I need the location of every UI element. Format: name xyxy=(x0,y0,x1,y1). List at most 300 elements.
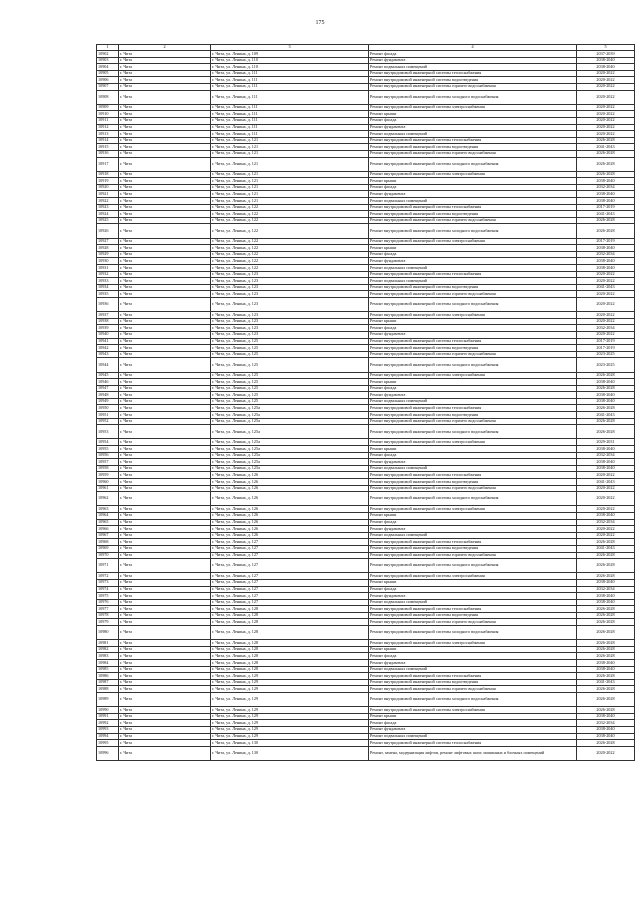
address-cell: г. Чита, ул. Ленина, д. 128 xyxy=(211,653,369,660)
row-id-cell: 10970 xyxy=(97,552,119,559)
work-type-cell: Ремонт подвальных помещений xyxy=(369,398,577,405)
years-cell: 2041-2043 xyxy=(577,144,635,151)
table-row xyxy=(97,385,635,392)
work-type-cell: Ремонт внутридомовой инженерной системы горячего водоснабжения xyxy=(369,351,577,358)
address-cell: г. Чита, ул. Ленина, д. 125 xyxy=(211,338,369,345)
table-row xyxy=(97,64,635,71)
address-cell: г. Чита, ул. Ленина, д. 110 xyxy=(211,57,369,64)
city-cell: г. Чита xyxy=(119,278,211,285)
table-row xyxy=(97,379,635,386)
row-id-cell: 10909 xyxy=(97,104,119,111)
work-type-cell: Ремонт внутридомовой инженерной системы холодного водоснабжения xyxy=(369,559,577,573)
years-cell: 2026-2028 xyxy=(577,224,635,238)
years-cell: 2026-2028 xyxy=(577,573,635,580)
city-cell: г. Чита xyxy=(119,318,211,325)
years-cell: 2041-2043 xyxy=(577,284,635,291)
address-cell: г. Чита, ул. Ленина, д. 122 xyxy=(211,245,369,252)
years-cell: 2020-2022 xyxy=(577,278,635,285)
table-row xyxy=(97,539,635,546)
work-type-cell: Ремонт фасада xyxy=(369,452,577,459)
years-cell: 2020-2022 xyxy=(577,318,635,325)
years-cell: 2038-2040 xyxy=(577,258,635,265)
address-cell: г. Чита, ул. Ленина, д. 121 xyxy=(211,191,369,198)
work-type-cell: Ремонт внутридомовой инженерной системы теплоснабжения xyxy=(369,539,577,546)
row-id-cell: 10969 xyxy=(97,545,119,552)
city-cell: г. Чита xyxy=(119,385,211,392)
table-row xyxy=(97,331,635,338)
address-cell: г. Чита, ул. Ленина, д. 125 xyxy=(211,398,369,405)
table-row xyxy=(97,104,635,111)
row-id-cell: 10922 xyxy=(97,198,119,205)
table-row xyxy=(97,492,635,506)
address-cell: г. Чита, ул. Ленина, д. 128 xyxy=(211,646,369,653)
city-cell: г. Чита xyxy=(119,559,211,573)
row-id-cell: 10941 xyxy=(97,338,119,345)
years-cell: 2038-2040 xyxy=(577,398,635,405)
work-type-cell: Ремонт крыши xyxy=(369,111,577,118)
years-cell: 2038-2040 xyxy=(577,57,635,64)
address-cell: г. Чита, ул. Ленина, д. 130 xyxy=(211,746,369,760)
years-cell: 2038-2040 xyxy=(577,265,635,272)
row-id-cell: 10961 xyxy=(97,485,119,492)
row-id-cell: 10971 xyxy=(97,559,119,573)
years-cell: 2026-2028 xyxy=(577,686,635,693)
years-cell: 2038-2040 xyxy=(577,512,635,519)
row-id-cell: 10950 xyxy=(97,405,119,412)
years-cell: 2026-2028 xyxy=(577,646,635,653)
row-id-cell: 10936 xyxy=(97,297,119,311)
table-row xyxy=(97,325,635,332)
city-cell: г. Чита xyxy=(119,405,211,412)
years-cell: 2020-2022 xyxy=(577,70,635,77)
years-cell: 2020-2022 xyxy=(577,271,635,278)
address-cell: г. Чита, ул. Ленина, д. 129 xyxy=(211,726,369,733)
table-row xyxy=(97,405,635,412)
work-type-cell: Ремонт фасада xyxy=(369,385,577,392)
city-cell: г. Чита xyxy=(119,412,211,419)
city-cell: г. Чита xyxy=(119,713,211,720)
city-cell: г. Чита xyxy=(119,660,211,667)
work-type-cell: Ремонт внутридомовой инженерной системы теплоснабжения xyxy=(369,606,577,613)
address-cell: г. Чита, ул. Ленина, д. 111 xyxy=(211,90,369,104)
work-type-cell: Ремонт внутридомовой инженерной системы холодного водоснабжения xyxy=(369,492,577,506)
years-cell: 2032-2034 xyxy=(577,325,635,332)
table-row xyxy=(97,559,635,573)
address-cell: г. Чита, ул. Ленина, д. 123 xyxy=(211,291,369,298)
address-cell: г. Чита, ул. Ленина, д. 123 xyxy=(211,297,369,311)
table-row xyxy=(97,626,635,640)
work-type-cell: Ремонт внутридомовой инженерной системы горячего водоснабжения xyxy=(369,291,577,298)
years-cell: 2026-2028 xyxy=(577,552,635,559)
city-cell: г. Чита xyxy=(119,104,211,111)
work-type-cell: Ремонт фундамента xyxy=(369,57,577,64)
years-cell: 2017-2019 xyxy=(577,204,635,211)
city-cell: г. Чита xyxy=(119,251,211,258)
city-cell: г. Чита xyxy=(119,666,211,673)
years-cell: 2020-2022 xyxy=(577,131,635,138)
row-id-cell: 10993 xyxy=(97,726,119,733)
address-cell: г. Чита, ул. Ленина, д. 125а xyxy=(211,459,369,466)
row-id-cell: 10953 xyxy=(97,425,119,439)
city-cell: г. Чита xyxy=(119,171,211,178)
city-cell: г. Чита xyxy=(119,178,211,185)
city-cell: г. Чита xyxy=(119,599,211,606)
row-id-cell: 10994 xyxy=(97,733,119,740)
row-id-cell: 10945 xyxy=(97,372,119,379)
years-cell: 2026-2028 xyxy=(577,559,635,573)
years-cell: 2038-2040 xyxy=(577,379,635,386)
years-cell: 2020-2022 xyxy=(577,331,635,338)
years-cell: 2020-2022 xyxy=(577,746,635,760)
years-cell: 2020-2022 xyxy=(577,312,635,319)
work-type-cell: Ремонт внутридомовой инженерной системы теплоснабжения xyxy=(369,673,577,680)
years-cell: 2026-2028 xyxy=(577,150,635,157)
years-cell: 2038-2040 xyxy=(577,599,635,606)
work-type-cell: Ремонт подвальных помещений xyxy=(369,465,577,472)
page-number: 175 xyxy=(315,20,325,26)
table-row xyxy=(97,157,635,171)
table-row xyxy=(97,726,635,733)
row-id-cell: 10907 xyxy=(97,83,119,90)
address-cell: г. Чита, ул. Ленина, д. 122 xyxy=(211,224,369,238)
city-cell: г. Чита xyxy=(119,465,211,472)
city-cell: г. Чита xyxy=(119,707,211,714)
row-id-cell: 10916 xyxy=(97,150,119,157)
years-cell: 2026-2028 xyxy=(577,606,635,613)
city-cell: г. Чита xyxy=(119,653,211,660)
row-id-cell: 10978 xyxy=(97,612,119,619)
city-cell: г. Чита xyxy=(119,720,211,727)
row-id-cell: 10933 xyxy=(97,278,119,285)
years-cell: 2020-2022 xyxy=(577,117,635,124)
address-cell: г. Чита, ул. Ленина, д. 126 xyxy=(211,532,369,539)
row-id-cell: 10948 xyxy=(97,392,119,399)
table-row xyxy=(97,191,635,198)
years-cell: 2020-2022 xyxy=(577,124,635,131)
years-cell: 2020-2022 xyxy=(577,506,635,513)
years-cell: 2026-2028 xyxy=(577,673,635,680)
address-cell: г. Чита, ул. Ленина, д. 125 xyxy=(211,345,369,352)
table-row xyxy=(97,131,635,138)
table-row xyxy=(97,372,635,379)
work-type-cell: Ремонт внутридомовой инженерной системы холодного водоснабжения xyxy=(369,157,577,171)
row-id-cell: 10992 xyxy=(97,720,119,727)
city-cell: г. Чита xyxy=(119,51,211,58)
row-id-cell: 10943 xyxy=(97,351,119,358)
city-cell: г. Чита xyxy=(119,312,211,319)
city-cell: г. Чита xyxy=(119,137,211,144)
years-cell: 2026-2028 xyxy=(577,157,635,171)
years-cell: 2038-2040 xyxy=(577,64,635,71)
years-cell: 2026-2028 xyxy=(577,372,635,379)
row-id-cell: 10926 xyxy=(97,224,119,238)
row-id-cell: 10915 xyxy=(97,144,119,151)
work-type-cell: Ремонт внутридомовой инженерной системы теплоснабжения xyxy=(369,271,577,278)
address-cell: г. Чита, ул. Ленина, д. 127 xyxy=(211,579,369,586)
city-cell: г. Чита xyxy=(119,117,211,124)
row-id-cell: 10956 xyxy=(97,452,119,459)
work-type-cell: Ремонт подвальных помещений xyxy=(369,131,577,138)
work-type-cell: Ремонт фундамента xyxy=(369,331,577,338)
row-id-cell: 10919 xyxy=(97,178,119,185)
work-type-cell: Ремонт внутридомовой инженерной системы горячего водоснабжения xyxy=(369,418,577,425)
row-id-cell: 10995 xyxy=(97,740,119,747)
work-type-cell: Ремонт внутридомовой инженерной системы водоотведения xyxy=(369,77,577,84)
address-cell: г. Чита, ул. Ленина, д. 125а xyxy=(211,439,369,446)
years-cell: 2026-2028 xyxy=(577,137,635,144)
address-cell: г. Чита, ул. Ленина, д. 126 xyxy=(211,472,369,479)
address-cell: г. Чита, ул. Ленина, д. 123 xyxy=(211,318,369,325)
work-type-cell: Ремонт подвальных помещений xyxy=(369,532,577,539)
city-cell: г. Чита xyxy=(119,733,211,740)
years-cell: 2032-2034 xyxy=(577,452,635,459)
work-type-cell: Ремонт внутридомовой инженерной системы электроснабжения xyxy=(369,506,577,513)
work-type-cell: Ремонт подвальных помещений xyxy=(369,265,577,272)
address-cell: г. Чита, ул. Ленина, д. 129 xyxy=(211,720,369,727)
city-cell: г. Чита xyxy=(119,111,211,118)
row-id-cell: 10986 xyxy=(97,673,119,680)
row-id-cell: 10931 xyxy=(97,265,119,272)
table-row xyxy=(97,472,635,479)
row-id-cell: 10946 xyxy=(97,379,119,386)
city-cell: г. Чита xyxy=(119,392,211,399)
years-cell: 2020-2022 xyxy=(577,291,635,298)
address-cell: г. Чита, ул. Ленина, д. 121 xyxy=(211,137,369,144)
row-id-cell: 10951 xyxy=(97,412,119,419)
row-id-cell: 10977 xyxy=(97,606,119,613)
address-cell: г. Чита, ул. Ленина, д. 126 xyxy=(211,479,369,486)
work-type-cell: Ремонт внутридомовой инженерной системы холодного водоснабжения xyxy=(369,358,577,372)
city-cell: г. Чита xyxy=(119,83,211,90)
address-cell: г. Чита, ул. Ленина, д. 126 xyxy=(211,485,369,492)
address-cell: г. Чита, ул. Ленина, д. 123 xyxy=(211,278,369,285)
work-type-cell: Ремонт внутридомовой инженерной системы водоотведения xyxy=(369,479,577,486)
work-type-cell: Ремонт внутридомовой инженерной системы горячего водоснабжения xyxy=(369,686,577,693)
address-cell: г. Чита, ул. Ленина, д. 125а xyxy=(211,446,369,453)
work-type-cell: Ремонт крыши xyxy=(369,579,577,586)
work-type-cell: Ремонт внутридомовой инженерной системы водоотведения xyxy=(369,284,577,291)
row-id-cell: 10987 xyxy=(97,679,119,686)
years-cell: 2038-2040 xyxy=(577,198,635,205)
table-row xyxy=(97,579,635,586)
work-type-cell: Ремонт внутридомовой инженерной системы электроснабжения xyxy=(369,573,577,580)
work-type-cell: Ремонт фасада xyxy=(369,586,577,593)
row-id-cell: 10914 xyxy=(97,137,119,144)
row-id-cell: 10930 xyxy=(97,258,119,265)
table-row xyxy=(97,586,635,593)
address-cell: г. Чита, ул. Ленина, д. 129 xyxy=(211,686,369,693)
table-row xyxy=(97,653,635,660)
years-cell: 2020-2022 xyxy=(577,532,635,539)
table-row xyxy=(97,412,635,419)
row-id-cell: 10903 xyxy=(97,57,119,64)
address-cell: г. Чита, ул. Ленина, д. 122 xyxy=(211,204,369,211)
row-id-cell: 10974 xyxy=(97,586,119,593)
table-row xyxy=(97,70,635,77)
address-cell: г. Чита, ул. Ленина, д. 127 xyxy=(211,586,369,593)
row-id-cell: 10983 xyxy=(97,653,119,660)
table-row xyxy=(97,178,635,185)
address-cell: г. Чита, ул. Ленина, д. 125а xyxy=(211,405,369,412)
table-row xyxy=(97,465,635,472)
row-id-cell: 10988 xyxy=(97,686,119,693)
years-cell: 2041-2043 xyxy=(577,479,635,486)
address-cell: г. Чита, ул. Ленина, д. 121 xyxy=(211,171,369,178)
years-cell: 2038-2040 xyxy=(577,726,635,733)
work-type-cell: Ремонт фасада xyxy=(369,251,577,258)
work-type-cell: Ремонт фасада xyxy=(369,117,577,124)
years-cell: 2026-2028 xyxy=(577,217,635,224)
work-type-cell: Ремонт крыши xyxy=(369,713,577,720)
city-cell: г. Чита xyxy=(119,64,211,71)
row-id-cell: 10906 xyxy=(97,77,119,84)
city-cell: г. Чита xyxy=(119,372,211,379)
table-row xyxy=(97,57,635,64)
address-cell: г. Чита, ул. Ленина, д. 129 xyxy=(211,733,369,740)
city-cell: г. Чита xyxy=(119,150,211,157)
address-cell: г. Чита, ул. Ленина, д. 111 xyxy=(211,124,369,131)
table-row xyxy=(97,51,635,58)
address-cell: г. Чита, ул. Ленина, д. 111 xyxy=(211,111,369,118)
city-cell: г. Чита xyxy=(119,358,211,372)
row-id-cell: 10910 xyxy=(97,111,119,118)
row-id-cell: 10982 xyxy=(97,646,119,653)
address-cell: г. Чита, ул. Ленина, д. 111 xyxy=(211,117,369,124)
city-cell: г. Чита xyxy=(119,204,211,211)
address-cell: г. Чита, ул. Ленина, д. 128 xyxy=(211,612,369,619)
table-row xyxy=(97,512,635,519)
work-type-cell: Ремонт внутридомовой инженерной системы горячего водоснабжения xyxy=(369,485,577,492)
table-row xyxy=(97,124,635,131)
years-cell: 2026-2028 xyxy=(577,707,635,714)
city-cell: г. Чита xyxy=(119,746,211,760)
row-id-cell: 10980 xyxy=(97,626,119,640)
years-cell: 2026-2028 xyxy=(577,626,635,640)
table-row xyxy=(97,425,635,439)
years-cell: 2026-2028 xyxy=(577,425,635,439)
table-row xyxy=(97,446,635,453)
table-row xyxy=(97,351,635,358)
years-cell: 2032-2034 xyxy=(577,184,635,191)
address-cell: г. Чита, ул. Ленина, д. 121 xyxy=(211,178,369,185)
work-type-cell: Ремонт фундамента xyxy=(369,258,577,265)
years-cell: 2020-2022 xyxy=(577,90,635,104)
city-cell: г. Чита xyxy=(119,726,211,733)
table-row xyxy=(97,612,635,619)
address-cell: г. Чита, ул. Ленина, д. 125 xyxy=(211,385,369,392)
address-cell: г. Чита, ул. Ленина, д. 111 xyxy=(211,104,369,111)
table-row xyxy=(97,746,635,760)
table-row xyxy=(97,238,635,245)
years-cell: 2038-2040 xyxy=(577,593,635,600)
city-cell: г. Чита xyxy=(119,291,211,298)
city-cell: г. Чита xyxy=(119,258,211,265)
work-type-cell: Ремонт подвальных помещений xyxy=(369,198,577,205)
table-row xyxy=(97,144,635,151)
table-row xyxy=(97,506,635,513)
years-cell: 2023-2025 xyxy=(577,358,635,372)
row-id-cell: 10929 xyxy=(97,251,119,258)
city-cell: г. Чита xyxy=(119,124,211,131)
row-id-cell: 10975 xyxy=(97,593,119,600)
header-cell: 2 xyxy=(119,45,211,51)
row-id-cell: 10957 xyxy=(97,459,119,466)
table-row xyxy=(97,211,635,218)
years-cell: 2038-2040 xyxy=(577,579,635,586)
city-cell: г. Чита xyxy=(119,265,211,272)
address-cell: г. Чита, ул. Ленина, д. 129 xyxy=(211,679,369,686)
row-id-cell: 10984 xyxy=(97,660,119,667)
work-type-cell: Ремонт внутридомовой инженерной системы водоотведения xyxy=(369,345,577,352)
address-cell: г. Чита, ул. Ленина, д. 126 xyxy=(211,512,369,519)
work-type-cell: Ремонт внутридомовой инженерной системы теплоснабжения xyxy=(369,472,577,479)
row-id-cell: 10996 xyxy=(97,746,119,760)
table-row xyxy=(97,251,635,258)
work-type-cell: Ремонт крыши xyxy=(369,245,577,252)
row-id-cell: 10925 xyxy=(97,217,119,224)
city-cell: г. Чита xyxy=(119,425,211,439)
city-cell: г. Чита xyxy=(119,211,211,218)
address-cell: г. Чита, ул. Ленина, д. 129 xyxy=(211,713,369,720)
address-cell: г. Чита, ул. Ленина, д. 127 xyxy=(211,599,369,606)
city-cell: г. Чита xyxy=(119,345,211,352)
work-type-cell: Ремонт внутридомовой инженерной системы электроснабжения xyxy=(369,104,577,111)
address-cell: г. Чита, ул. Ленина, д. 126 xyxy=(211,506,369,513)
address-cell: г. Чита, ул. Ленина, д. 122 xyxy=(211,217,369,224)
address-cell: г. Чита, ул. Ленина, д. 123 xyxy=(211,325,369,332)
years-cell: 2041-2043 xyxy=(577,412,635,419)
years-cell: 2020-2022 xyxy=(577,297,635,311)
city-cell: г. Чита xyxy=(119,519,211,526)
table-row xyxy=(97,111,635,118)
years-cell: 2026-2028 xyxy=(577,171,635,178)
address-cell: г. Чита, ул. Ленина, д. 111 xyxy=(211,83,369,90)
work-type-cell: Ремонт подвальных помещений xyxy=(369,733,577,740)
address-cell: г. Чита, ул. Ленина, д. 128 xyxy=(211,666,369,673)
row-id-cell: 10913 xyxy=(97,131,119,138)
row-id-cell: 10966 xyxy=(97,526,119,533)
city-cell: г. Чита xyxy=(119,271,211,278)
city-cell: г. Чита xyxy=(119,485,211,492)
address-cell: г. Чита, ул. Ленина, д. 127 xyxy=(211,539,369,546)
table-row xyxy=(97,439,635,446)
work-type-cell: Ремонт внутридомовой инженерной системы теплоснабжения xyxy=(369,740,577,747)
row-id-cell: 10973 xyxy=(97,579,119,586)
address-cell: г. Чита, ул. Ленина, д. 126 xyxy=(211,492,369,506)
address-cell: г. Чита, ул. Ленина, д. 123 xyxy=(211,331,369,338)
address-cell: г. Чита, ул. Ленина, д. 128 xyxy=(211,660,369,667)
city-cell: г. Чита xyxy=(119,198,211,205)
address-cell: г. Чита, ул. Ленина, д. 128 xyxy=(211,640,369,647)
city-cell: г. Чита xyxy=(119,693,211,707)
years-cell: 2038-2040 xyxy=(577,191,635,198)
table-row xyxy=(97,291,635,298)
years-cell: 2038-2040 xyxy=(577,733,635,740)
header-cell: 1 xyxy=(97,45,119,51)
city-cell: г. Чита xyxy=(119,224,211,238)
row-id-cell: 10979 xyxy=(97,619,119,626)
city-cell: г. Чита xyxy=(119,331,211,338)
row-id-cell: 10927 xyxy=(97,238,119,245)
years-cell: 2017-2019 xyxy=(577,345,635,352)
address-cell: г. Чита, ул. Ленина, д. 111 xyxy=(211,131,369,138)
work-type-cell: Ремонт фундамента xyxy=(369,660,577,667)
table-row xyxy=(97,686,635,693)
work-type-cell: Ремонт внутридомовой инженерной системы водоотведения xyxy=(369,612,577,619)
address-cell: г. Чита, ул. Ленина, д. 128 xyxy=(211,606,369,613)
work-type-cell: Ремонт внутридомовой инженерной системы холодного водоснабжения xyxy=(369,626,577,640)
work-type-cell: Ремонт крыши xyxy=(369,646,577,653)
